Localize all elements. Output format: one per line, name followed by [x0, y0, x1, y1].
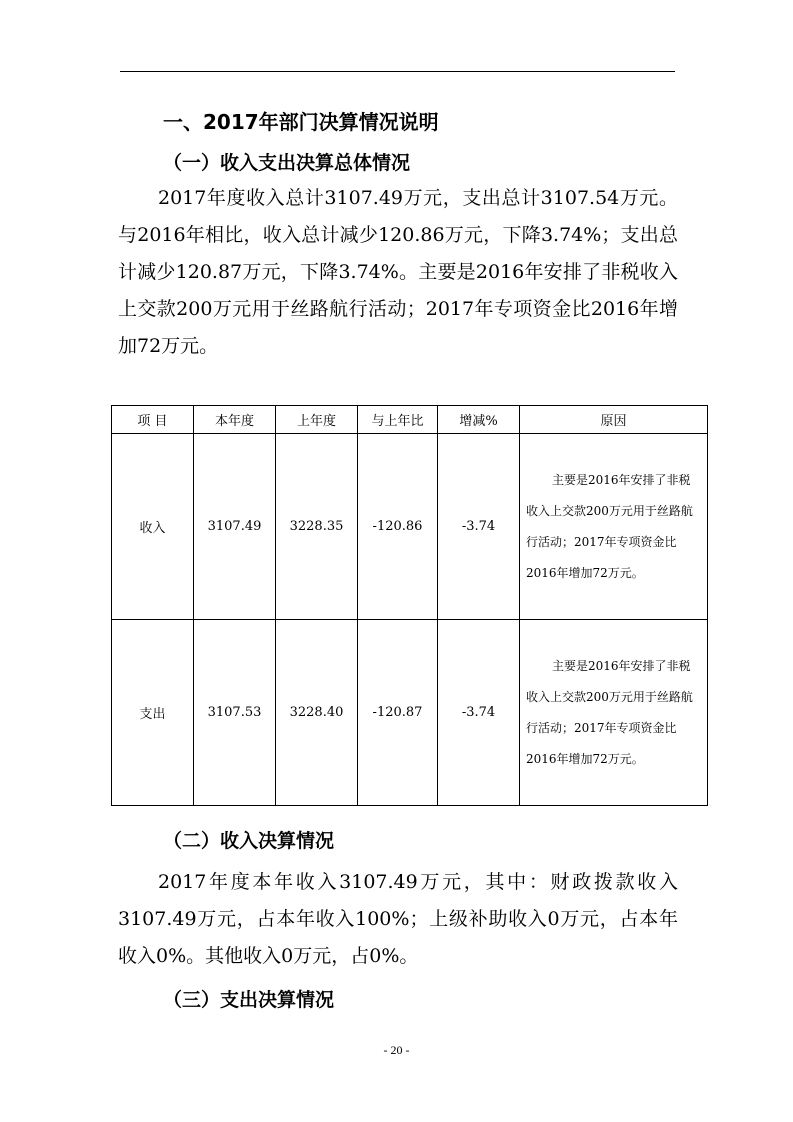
section3-title: （三）支出决算情况 — [163, 989, 335, 1011]
header-previous-year: 上年度 — [276, 406, 358, 434]
row-pct: -3.74 — [438, 434, 520, 620]
section1-title: （一）收入支出决算总体情况 — [163, 152, 411, 174]
row-current: 3107.53 — [194, 620, 276, 806]
section2-paragraph: 2017年度本年收入3107.49万元，其中：财政拨款收入3107.49万元，占本年收入100%；上级补助收入0万元，占本年收入0%。其他收入0万元，占0%。 — [118, 871, 678, 967]
row-item: 收入 — [112, 434, 194, 620]
row-item: 支出 — [112, 620, 194, 806]
row-reason: 主要是2016年安排了非税收入上交款200万元用于丝路航行活动；2017年专项资金比2016年增加72万元。 — [520, 620, 708, 806]
header-current-year: 本年度 — [194, 406, 276, 434]
row-reason: 主要是2016年安排了非税收入上交款200万元用于丝路航行活动；2017年专项资金比2016年增加72万元。 — [520, 434, 708, 620]
header-difference: 与上年比 — [358, 406, 438, 434]
row-previous: 3228.35 — [276, 434, 358, 620]
table-row — [112, 620, 708, 806]
chapter-heading: 一、2017年部门决算情况说明 — [163, 110, 439, 134]
row-pct: -3.74 — [438, 620, 520, 806]
header-rule — [120, 71, 675, 72]
section1-paragraph: 2017年度收入总计3107.49万元，支出总计3107.54万元。与2016年相比，收入总计减少120.86万元，下降3.74%；支出总计减少120.87万元，下降3.74%。主要是2016年安排了非税收入上交款200万元用于丝路航行活动；2017年专项资金比2016年增加72万元。 — [118, 187, 678, 357]
table-header-row — [112, 406, 708, 434]
header-change-percent: 增减% — [438, 406, 520, 434]
page-number: - 20 - — [383, 1043, 410, 1057]
row-current: 3107.49 — [194, 434, 276, 620]
row-previous: 3228.40 — [276, 620, 358, 806]
budget-summary-table — [111, 405, 708, 806]
header-reason: 原因 — [520, 406, 708, 434]
header-item: 项 目 — [112, 406, 194, 434]
row-diff: -120.86 — [358, 434, 438, 620]
section2-title: （二）收入决算情况 — [163, 830, 335, 852]
row-diff: -120.87 — [358, 620, 438, 806]
table-row — [112, 434, 708, 620]
